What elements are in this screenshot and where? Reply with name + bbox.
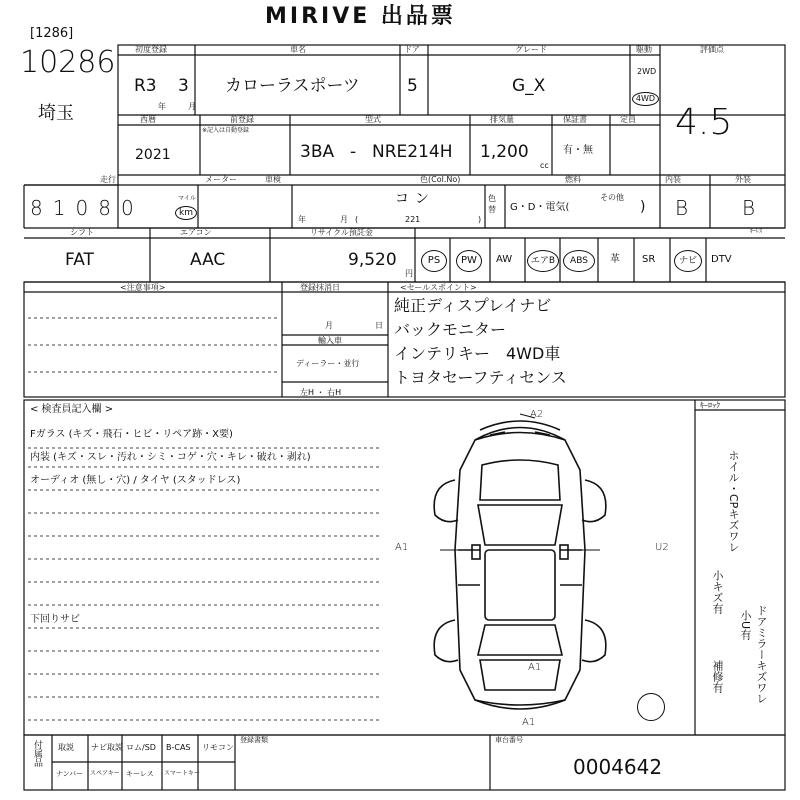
side-note: ドアミラーキズワレ (755, 605, 768, 704)
equip-dtv: DTV (711, 254, 732, 265)
mileage-digit: 8 (30, 196, 43, 220)
hdr-caution: <注意事項> (120, 283, 166, 292)
year-num: 3 (178, 76, 189, 96)
hdr-car-name: 車名 (290, 45, 306, 54)
acc-remote: リモコン (202, 743, 234, 752)
mileage-digit: 0 (75, 196, 89, 220)
mark-right: U2 (655, 542, 669, 553)
hdr-capacity: 定員 (620, 115, 636, 124)
equip-ps: PS (421, 250, 447, 272)
tsuki-label: 月 (188, 102, 196, 111)
handle: 左H ・ 右H (300, 388, 342, 397)
acc-rom-sd: ロム/SD (126, 743, 156, 752)
side-note: 小キズ有 (711, 570, 724, 614)
mileage-digits (30, 196, 134, 220)
side-note: 補修有 (711, 660, 724, 693)
sales-point: インテリキー 4WD車 (394, 344, 561, 363)
handwritten-note: 下回りサビ (30, 614, 80, 625)
acc-manual: 取説 (58, 743, 74, 752)
sales-point: 純正ディスプレイナビ (394, 296, 552, 315)
score: 4.5 (675, 102, 733, 143)
mileage-digit: 8 (98, 196, 111, 220)
model-dash: - (350, 142, 357, 162)
warranty: 有・無 (563, 145, 593, 156)
import-car: 輸入車 (318, 336, 342, 345)
lot-number: 10286 (20, 45, 116, 80)
hdr-interior: 内装 (665, 175, 681, 184)
hdr-odometer: メーター (205, 175, 237, 184)
exterior-grade: B (742, 196, 756, 220)
color-paren-l: ( (355, 215, 359, 224)
doors: 5 (407, 76, 418, 96)
yen-label: 円 (405, 269, 413, 278)
hdr-warranty: 保証書 (563, 115, 587, 124)
hdr-first-reg: 初度登録 (135, 45, 167, 54)
model: NRE214H (372, 142, 453, 162)
hdr-doors: ドア (404, 45, 420, 54)
hdr-keylock: ｷｰﾛｯｸ (700, 401, 720, 410)
hdr-chassis-no: 車台番号 (495, 736, 523, 744)
unit-mile: マイル (178, 195, 196, 202)
side-note: ホイル・CPキズワレ (727, 450, 740, 553)
fuel-other: その他 (600, 193, 624, 202)
inspector-line: Fガラス (キズ・飛石・ヒビ・リペア跡・X要) (30, 429, 233, 440)
fuel: G・D・電気( (510, 202, 570, 213)
hdr-reg-date: 登録抹消日 (300, 283, 340, 292)
hdr-prior-reg-note: ※記入は自動登録 (202, 127, 250, 134)
color-code: 221 (405, 215, 421, 224)
equip-airbag: エアB (527, 250, 559, 272)
model-prefix: 3BA (300, 142, 335, 162)
hdr-model: 型式 (365, 115, 381, 124)
hdr-color: 色(Col.No) (420, 175, 461, 184)
reg-day: 日 (375, 321, 383, 330)
mark-top: A2 (530, 409, 544, 420)
hdr-aircon: エアコン (180, 228, 212, 237)
acc-spare-key: スペアキー (90, 770, 120, 777)
car-name: カローラスポーツ (225, 76, 360, 96)
sheet-title: MIRIVE 出品票 (265, 4, 456, 29)
hdr-drive: 駆動 (636, 45, 652, 54)
inspector-line: オーディオ (無し・穴) / タイヤ (スタッドレス) (30, 475, 241, 486)
side-note: 小U有 (739, 610, 752, 641)
color-name: コン (395, 191, 435, 207)
hdr-exterior: 外装 (735, 175, 751, 184)
hdr-accessories: 付属品 (32, 740, 42, 767)
acc-number: ナンバー (56, 770, 84, 778)
car-diagram (420, 410, 620, 725)
hdr-inspection: 車検 (265, 175, 281, 184)
equip-leather: 革 (610, 254, 620, 265)
nen-label: 年 (158, 102, 166, 111)
equip-navi: ナビ (674, 250, 702, 272)
acc-smart-key: スマートキー (164, 770, 200, 777)
equip-pw: PW (456, 250, 482, 272)
mark-bottom: A1 (522, 717, 536, 728)
hdr-inspector: < 検査員記入欄 > (30, 404, 114, 415)
hdr-recycle: リサイクル預託金 (310, 228, 373, 237)
equip-sr: SR (642, 254, 656, 265)
hdr-prior-reg: 前登録 (230, 115, 254, 124)
mark-left: A1 (395, 542, 409, 553)
interior-grade: B (675, 196, 689, 220)
acc-keyless: キーレス (126, 770, 154, 778)
lot-bracket: [1286] (30, 26, 74, 41)
equip-abs: ABS (563, 250, 595, 272)
fuel-close: ) (640, 199, 646, 215)
acc-navi-sd: ナビ取説 (91, 743, 123, 752)
color-paren-r: ) (478, 215, 482, 224)
color-side-label: 色替 (488, 194, 496, 214)
mileage-digit: 0 (120, 196, 134, 220)
hdr-grade: グレード (515, 45, 547, 54)
displacement: 1,200 (480, 142, 529, 162)
equip-aw: AW (496, 254, 513, 265)
inspector-line: 内装 (キズ・スレ・汚れ・シミ・コゲ・穴・キレ・破れ・剥れ) (30, 452, 311, 463)
recycle: 9,520 (348, 250, 397, 270)
acc-bcas: B-CAS (166, 743, 191, 752)
aircon: AAC (190, 250, 226, 270)
hdr-sales-points: <セールスポイント> (400, 283, 477, 292)
dealer: ディーラー・並行 (296, 359, 360, 368)
year: 2021 (135, 147, 171, 163)
drive-4wd: 4WD (632, 92, 659, 106)
hdr-reg-doc: 登録書類 (240, 736, 268, 744)
sales-point: バックモニター (394, 320, 507, 339)
reg-month: 月 (325, 321, 333, 330)
unit-km: km (175, 206, 197, 220)
hdr-year: 西暦 (140, 115, 156, 124)
hdr-fuel: 燃料 (565, 175, 581, 184)
hdr-mileage: 走行 (100, 175, 116, 184)
insp-month: 月 (340, 215, 348, 224)
drive-2wd: 2WD (637, 67, 657, 76)
spare-tire-circle (637, 693, 665, 721)
hdr-shift: シフト (70, 228, 94, 237)
cc-label: cc (540, 161, 549, 170)
grade: G_X (512, 76, 546, 96)
shift: FAT (65, 250, 94, 270)
region: 埼玉 (38, 103, 74, 124)
hdr-key: ｷｰﾚｽ (750, 228, 763, 235)
chassis-number: 0004642 (573, 755, 663, 779)
era: R3 (134, 76, 157, 96)
insp-year: 年 (298, 215, 306, 224)
hdr-displacement: 排気量 (490, 115, 514, 124)
mileage-digit: 1 (52, 196, 66, 220)
sales-point: トヨタセーフティセンス (394, 368, 567, 387)
hdr-score: 評価点 (700, 45, 724, 54)
mark-rear: A1 (528, 662, 542, 673)
